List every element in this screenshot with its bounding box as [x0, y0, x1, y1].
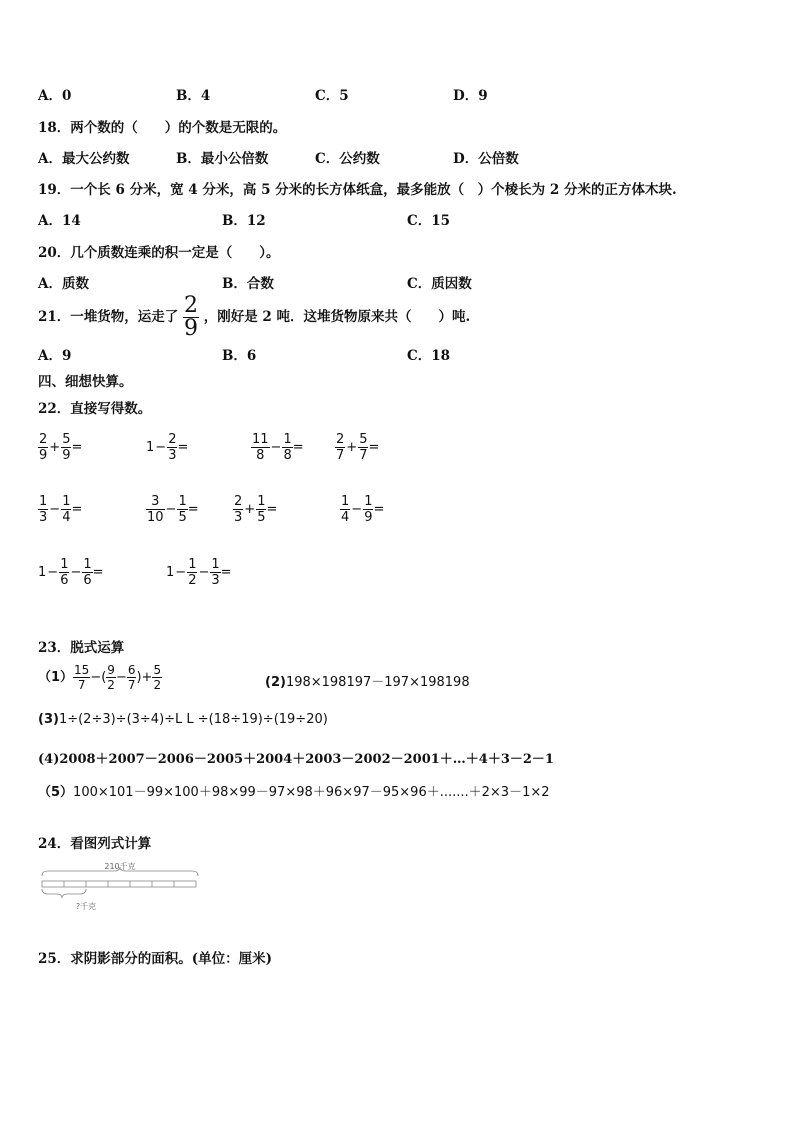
- bottom-brace: [42, 889, 86, 898]
- numerator: 1: [283, 432, 292, 447]
- q23-part-1: （1） $\frac{15}{7}$ −( $\frac{9}{2}$ − $\frac{6}{7}$ )+ $\frac{5}{2}$: [38, 663, 162, 692]
- fraction: [152, 663, 162, 692]
- option-a: A．质数: [38, 276, 89, 292]
- part-label: （5）: [38, 785, 74, 800]
- question-24-title: 24．看图列式计算: [38, 836, 152, 852]
- numerator: 15: [74, 663, 90, 677]
- fraction: [363, 494, 373, 525]
- fraction: [167, 432, 177, 463]
- fraction: [177, 494, 187, 525]
- numerator: 6: [127, 663, 136, 677]
- denominator: 9: [184, 316, 198, 341]
- equals: =: [220, 565, 232, 580]
- denominator: 9: [39, 448, 48, 463]
- numerator: 11: [252, 432, 269, 447]
- fraction: [73, 663, 90, 692]
- numerator: 1: [364, 494, 373, 509]
- denominator: 5: [257, 510, 266, 525]
- section-heading: 四、细想快算。: [38, 374, 133, 390]
- numerator: 2: [184, 293, 198, 318]
- top-label: 210千克: [104, 862, 136, 871]
- part-expression: 1÷(2÷3)÷(3÷4)÷L L ÷(18÷19)÷(19÷20): [58, 712, 328, 727]
- denominator: 7: [77, 678, 86, 692]
- whole: 1: [38, 565, 47, 580]
- question-23-title: 23．脱式运算: [38, 640, 125, 656]
- fraction: [82, 557, 92, 588]
- numerator: 2: [336, 432, 345, 447]
- expression: $\frac{1}{4}$ − $\frac{1}{9}$ =: [341, 494, 385, 525]
- option-a: A．14: [38, 213, 81, 229]
- fraction: [59, 557, 69, 588]
- option-a: A．0: [38, 88, 72, 104]
- fraction: [106, 663, 116, 692]
- option-c: C．5: [315, 88, 349, 104]
- bottom-label: ?千克: [75, 902, 97, 911]
- expression: $\frac{11}{8}$ − $\frac{1}{8}$ =: [252, 432, 304, 463]
- fraction: [183, 295, 199, 340]
- fraction: [256, 494, 266, 525]
- part-label: (3): [38, 712, 59, 727]
- fraction: [61, 494, 71, 525]
- option-d: D．公倍数: [453, 151, 519, 167]
- denominator: 2: [188, 573, 197, 588]
- option-a: A．最大公约数: [38, 151, 130, 167]
- q23-part-3: [38, 712, 328, 727]
- denominator: 8: [283, 448, 292, 463]
- expression: 1− $\frac{1}{2}$ − $\frac{1}{3}$ =: [166, 557, 232, 588]
- option-c: C．15: [407, 213, 451, 229]
- fraction: [358, 432, 368, 463]
- equals: =: [292, 440, 304, 455]
- fraction: [38, 432, 48, 463]
- expression: $\frac{3}{10}$ − $\frac{1}{5}$ =: [147, 494, 199, 525]
- option-d: D．9: [453, 88, 488, 104]
- segment-diagram: [40, 862, 200, 912]
- expression: $\frac{1}{3}$ − $\frac{1}{4}$ =: [39, 494, 83, 525]
- part-label: (2): [265, 675, 286, 690]
- option-a: A．9: [38, 348, 72, 364]
- equals: =: [368, 440, 380, 455]
- numerator: 3: [146, 494, 165, 510]
- denominator: 6: [83, 573, 92, 588]
- q23-part-2: [265, 671, 470, 690]
- denominator: 4: [62, 510, 71, 525]
- whole: 1: [146, 440, 155, 455]
- question-25-title: 25．求阴影部分的面积。(单位：厘米): [38, 951, 273, 967]
- part-label: （1）: [38, 670, 74, 685]
- denominator: 9: [364, 510, 373, 525]
- option-c: C．质因数: [407, 276, 472, 292]
- part-expression: 198×198197－197×198198: [285, 675, 470, 690]
- denominator: 3: [168, 448, 177, 463]
- fraction: [210, 557, 220, 588]
- numerator: 1: [341, 494, 350, 509]
- denominator: 3: [234, 510, 243, 525]
- numerator: 1: [211, 557, 220, 572]
- option-b: B．6: [222, 348, 257, 364]
- fraction: [146, 494, 165, 525]
- whole: 1: [166, 565, 175, 580]
- equals: =: [71, 502, 83, 517]
- question-19-stem: 19．一个长 6 分米，宽 4 分米，高 5 分米的长方体纸盒，最多能放（ ）个棱长为 2 分米的正方体木块.: [38, 182, 677, 198]
- question-21-stem: [38, 295, 470, 340]
- fraction: [61, 432, 71, 463]
- part-expression: 100×101－99×100＋98×99－97×98＋96×97－95×96＋.......＋2×3－1×2: [73, 785, 550, 800]
- denominator: 9: [62, 448, 71, 463]
- denominator: 7: [336, 448, 345, 463]
- fraction: [340, 494, 350, 525]
- numerator: 5: [62, 432, 71, 447]
- denominator: 6: [60, 573, 69, 588]
- expression: $\frac{2}{3}$ + $\frac{1}{5}$ =: [234, 494, 278, 525]
- q23-part-5: [38, 781, 550, 800]
- expression: 1− $\frac{2}{3}$ =: [146, 432, 189, 463]
- numerator: 1: [178, 494, 187, 509]
- option-b: B．4: [176, 88, 211, 104]
- equals: =: [373, 502, 385, 517]
- denominator: 4: [341, 510, 350, 525]
- numerator: 1: [39, 494, 48, 509]
- bar: [42, 881, 196, 887]
- bar-ticks: [64, 881, 174, 887]
- fraction: [187, 557, 197, 588]
- option-c: C．18: [407, 348, 451, 364]
- equals: =: [187, 502, 199, 517]
- option-b: B．合数: [222, 276, 274, 292]
- denominator: 7: [127, 678, 136, 692]
- numerator: 1: [83, 557, 92, 572]
- equals: =: [177, 440, 189, 455]
- question-22-title: 22．直接写得数。: [38, 401, 152, 417]
- numerator: 1: [188, 557, 197, 572]
- fraction: [233, 494, 243, 525]
- option-b: B．最小公倍数: [176, 151, 269, 167]
- option-c: C．公约数: [315, 151, 380, 167]
- numerator: 1: [257, 494, 266, 509]
- denominator: 3: [211, 573, 220, 588]
- expression: 1− $\frac{1}{6}$ − $\frac{1}{6}$ =: [38, 557, 104, 588]
- expression: $\frac{2}{7}$ + $\frac{5}{7}$ =: [336, 432, 380, 463]
- question-20-stem: 20．几个质数连乘的积一定是（ ）。: [38, 245, 280, 261]
- fraction: [38, 494, 48, 525]
- fraction: [282, 432, 292, 463]
- option-b: B．12: [222, 213, 266, 229]
- numerator: 5: [359, 432, 368, 447]
- numerator: 1: [62, 494, 71, 509]
- denominator: 10: [147, 510, 164, 525]
- denominator: 2: [107, 678, 115, 692]
- numerator: 2: [234, 494, 243, 509]
- question-18-stem: 18．两个数的（ ）的个数是无限的。: [38, 120, 287, 136]
- equals: =: [71, 440, 83, 455]
- denominator: 2: [153, 678, 162, 692]
- numerator: 9: [107, 663, 115, 677]
- segment-diagram-svg: [40, 862, 200, 912]
- equals: =: [266, 502, 278, 517]
- denominator: 5: [178, 510, 187, 525]
- expression: $\frac{2}{9}$ + $\frac{5}{9}$ =: [39, 432, 83, 463]
- q21-post: ，刚好是 2 吨．这堆货物原来共（ ）吨.: [203, 309, 471, 325]
- equals: =: [92, 565, 104, 580]
- q21-pre: 21．一堆货物，运走了: [38, 309, 179, 325]
- numerator: 2: [39, 432, 48, 447]
- numerator: 1: [60, 557, 69, 572]
- fraction: [251, 432, 270, 463]
- denominator: 8: [256, 448, 265, 463]
- denominator: 3: [39, 510, 48, 525]
- numerator: 5: [153, 663, 162, 677]
- fraction: [335, 432, 345, 463]
- denominator: 7: [359, 448, 368, 463]
- numerator: 2: [168, 432, 177, 447]
- q23-part-4: (4)2008＋2007－2006－2005＋2004＋2003－2002－2001＋…＋4＋3－2－1: [38, 752, 554, 767]
